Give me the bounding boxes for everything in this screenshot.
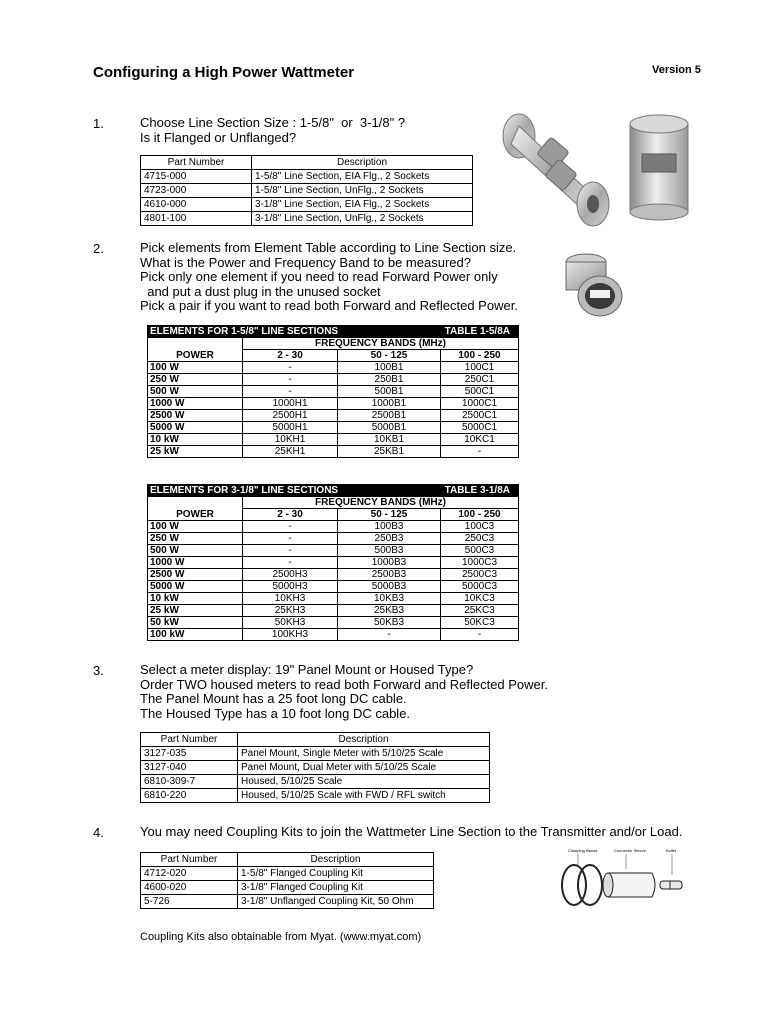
- power-cell: 10 kW: [148, 434, 243, 446]
- frequency-bands-header: FREQUENCY BANDS (MHz): [243, 497, 519, 509]
- element-cell: 500B3: [338, 545, 441, 557]
- table-row: [148, 617, 519, 629]
- element-cell: -: [243, 374, 338, 386]
- table-title-row: [148, 326, 519, 338]
- step-2-line: Pick elements from Element Table according to Line Section size.: [140, 240, 517, 255]
- step-3-number: 3.: [93, 663, 104, 678]
- column-header: Part Number: [141, 156, 252, 170]
- table-row: [141, 775, 490, 789]
- unflanged-line-section-photo: [622, 110, 696, 222]
- coupling-kit-diagram: [556, 843, 690, 917]
- table-row: [141, 789, 490, 803]
- line-section-table: [140, 155, 473, 226]
- coupling-kit-table: [140, 852, 434, 909]
- table-row: [148, 545, 519, 557]
- table-row: [141, 198, 473, 212]
- table-row: [148, 446, 519, 458]
- part-number-cell: 3127-035: [141, 747, 238, 761]
- element-cell: -: [338, 629, 441, 641]
- table-row: [148, 581, 519, 593]
- description-cell: Panel Mount, Dual Meter with 5/10/25 Scale: [238, 761, 490, 775]
- table-row: [148, 521, 519, 533]
- table-row: [148, 410, 519, 422]
- element-cell: 5000C3: [441, 581, 519, 593]
- element-cell: 10KH3: [243, 593, 338, 605]
- description-cell: Panel Mount, Single Meter with 5/10/25 Scale: [238, 747, 490, 761]
- element-cell: 25KC3: [441, 605, 519, 617]
- description-cell: 3-1/8" Unflanged Coupling Kit, 50 Ohm: [238, 895, 434, 909]
- part-number-cell: 4801-100: [141, 212, 252, 226]
- column-header: 2 - 30: [243, 509, 338, 521]
- step-1-number: 1.: [93, 116, 104, 131]
- table-title: ELEMENTS FOR 3-1/8" LINE SECTIONS: [148, 485, 441, 497]
- step-4-line: You may need Coupling Kits to join the Wattmeter Line Section to the Transmitter and/or Load.: [140, 824, 683, 839]
- step-2-line: and put a dust plug in the unused socket: [140, 283, 381, 299]
- table-row: [148, 533, 519, 545]
- table-row: [141, 867, 434, 881]
- table-row: [148, 557, 519, 569]
- version-label: Version 5: [652, 64, 701, 76]
- column-header: 50 - 125: [338, 350, 441, 362]
- column-header: Part Number: [141, 853, 238, 867]
- column-header: Description: [252, 156, 473, 170]
- part-number-cell: 4600-020: [141, 881, 238, 895]
- description-cell: 3-1/8" Flanged Coupling Kit: [238, 881, 434, 895]
- part-number-cell: 6810-309-7: [141, 775, 238, 789]
- power-cell: 500 W: [148, 545, 243, 557]
- element-cell: -: [441, 446, 519, 458]
- table-name: TABLE 1-5/8A: [441, 326, 519, 338]
- power-cell: 100 W: [148, 362, 243, 374]
- page-title: Configuring a High Power Wattmeter: [93, 64, 355, 81]
- part-number-cell: 3127-040: [141, 761, 238, 775]
- part-number-cell: 6810-220: [141, 789, 238, 803]
- table-header-row: [141, 733, 490, 747]
- step-3-line: Select a meter display: 19" Panel Mount or Housed Type?: [140, 662, 474, 677]
- step-3-line: Order TWO housed meters to read both Forward and Reflected Power.: [140, 676, 549, 692]
- diagram-label: Connector Sleeve: [614, 848, 646, 853]
- element-cell: 500C1: [441, 386, 519, 398]
- step-3-text: [140, 663, 548, 721]
- element-cell: 10KH1: [243, 434, 338, 446]
- table-row: [141, 184, 473, 198]
- element-cell: 1000C1: [441, 398, 519, 410]
- element-cell: 1000B1: [338, 398, 441, 410]
- power-cell: 2500 W: [148, 569, 243, 581]
- part-number-cell: 4723-000: [141, 184, 252, 198]
- element-cell: 100B1: [338, 362, 441, 374]
- table-row: [148, 422, 519, 434]
- step-3-line: The Housed Type has a 10 foot long DC cable.: [140, 705, 411, 721]
- table-title-row: [148, 485, 519, 497]
- diagram-label: Bullet: [666, 848, 677, 853]
- element-cell: -: [441, 629, 519, 641]
- table-title: ELEMENTS FOR 1-5/8" LINE SECTIONS: [148, 326, 441, 338]
- description-cell: 3-1/8" Line Section, UnFlg., 2 Sockets: [252, 212, 473, 226]
- part-number-cell: 4715-000: [141, 170, 252, 184]
- description-cell: Housed, 5/10/25 Scale with FWD / RFL switch: [238, 789, 490, 803]
- element-cell: -: [243, 521, 338, 533]
- step-2-line: Pick only one element if you need to read Forward Power only: [140, 269, 498, 284]
- element-cell: 250C1: [441, 374, 519, 386]
- table-row: [141, 170, 473, 184]
- step-2-text: [140, 241, 518, 314]
- description-cell: 1-5/8" Flanged Coupling Kit: [238, 867, 434, 881]
- column-header: Description: [238, 853, 434, 867]
- table-row: [148, 629, 519, 641]
- element-cell: 2500H3: [243, 569, 338, 581]
- table-row: [141, 761, 490, 775]
- meter-display-table: [140, 732, 490, 803]
- step-2-line: What is the Power and Frequency Band to be measured?: [140, 254, 471, 270]
- table-name: TABLE 3-1/8A: [441, 485, 519, 497]
- description-cell: Housed, 5/10/25 Scale: [238, 775, 490, 789]
- power-cell: 5000 W: [148, 581, 243, 593]
- element-cell: 100B3: [338, 521, 441, 533]
- step-1-line: Choose Line Section Size : 1-5/8" or 3-1/8" ?: [140, 115, 406, 130]
- power-cell: 1000 W: [148, 557, 243, 569]
- element-cell: 500B1: [338, 386, 441, 398]
- element-cell: 2500C1: [441, 410, 519, 422]
- column-header: Description: [238, 733, 490, 747]
- element-cell: -: [243, 386, 338, 398]
- band-header-row: [148, 338, 519, 350]
- element-cell: 10KB3: [338, 593, 441, 605]
- table-row: [148, 434, 519, 446]
- column-header-row: [148, 350, 519, 362]
- table-row: [148, 362, 519, 374]
- element-cell: -: [243, 533, 338, 545]
- element-cell: 25KH1: [243, 446, 338, 458]
- element-cell: 2500B1: [338, 410, 441, 422]
- power-cell: 250 W: [148, 374, 243, 386]
- element-cell: 250B1: [338, 374, 441, 386]
- power-cell: 2500 W: [148, 410, 243, 422]
- power-cell: 5000 W: [148, 422, 243, 434]
- power-cell: 50 kW: [148, 617, 243, 629]
- diagram-label: Clamping Bands: [568, 848, 598, 853]
- column-header: 100 - 250: [441, 509, 519, 521]
- table-row: [148, 386, 519, 398]
- element-table-3-1-8: [147, 484, 519, 641]
- flanged-line-section-photo: [497, 112, 617, 230]
- element-cell: 5000H1: [243, 422, 338, 434]
- table-row: [141, 881, 434, 895]
- element-cell: 25KH3: [243, 605, 338, 617]
- element-cell: 5000B3: [338, 581, 441, 593]
- element-cell: 25KB3: [338, 605, 441, 617]
- step-4-number: 4.: [93, 825, 104, 840]
- table-row: [141, 212, 473, 226]
- step-3-line: The Panel Mount has a 25 foot long DC cable.: [140, 691, 407, 706]
- step-2-line: Pick a pair if you want to read both Forward and Reflected Power.: [140, 298, 518, 313]
- column-header: Part Number: [141, 733, 238, 747]
- element-table-1-5-8: [147, 325, 519, 458]
- element-cell: 2500H1: [243, 410, 338, 422]
- element-cell: 50KB3: [338, 617, 441, 629]
- part-number-cell: 4610-000: [141, 198, 252, 212]
- power-cell: 250 W: [148, 533, 243, 545]
- power-cell: 25 kW: [148, 446, 243, 458]
- element-cell: 5000H3: [243, 581, 338, 593]
- element-cell: 2500C3: [441, 569, 519, 581]
- element-cell: -: [243, 362, 338, 374]
- element-cell: 1000C3: [441, 557, 519, 569]
- power-cell: 500 W: [148, 386, 243, 398]
- table-row: [148, 605, 519, 617]
- step-1-line: Is it Flanged or Unflanged?: [140, 129, 297, 145]
- column-header: POWER: [148, 350, 243, 362]
- element-cell: 250B3: [338, 533, 441, 545]
- element-cell: 5000B1: [338, 422, 441, 434]
- element-cell: 100KH3: [243, 629, 338, 641]
- description-cell: 1-5/8" Line Section, UnFlg., 2 Sockets: [252, 184, 473, 198]
- power-cell: 1000 W: [148, 398, 243, 410]
- element-cell: 25KB1: [338, 446, 441, 458]
- element-cell: 10KB1: [338, 434, 441, 446]
- column-header: 2 - 30: [243, 350, 338, 362]
- element-photo: [560, 250, 624, 320]
- element-cell: 5000C1: [441, 422, 519, 434]
- element-cell: 1000B3: [338, 557, 441, 569]
- table-row: [141, 895, 434, 909]
- element-cell: 100C1: [441, 362, 519, 374]
- table-row: [148, 398, 519, 410]
- element-cell: 100C3: [441, 521, 519, 533]
- power-cell: 100 kW: [148, 629, 243, 641]
- element-cell: 50KH3: [243, 617, 338, 629]
- description-cell: 3-1/8" Line Section, EIA Flg., 2 Sockets: [252, 198, 473, 212]
- element-cell: 250C3: [441, 533, 519, 545]
- column-header-row: [148, 509, 519, 521]
- step-2-number: 2.: [93, 241, 104, 256]
- band-header-row: [148, 497, 519, 509]
- table-header-row: [141, 853, 434, 867]
- step-1-text: [140, 116, 405, 145]
- part-number-cell: 4712-020: [141, 867, 238, 881]
- column-header: POWER: [148, 509, 243, 521]
- table-row: [148, 593, 519, 605]
- element-cell: 1000H1: [243, 398, 338, 410]
- power-cell: 10 kW: [148, 593, 243, 605]
- step-4-text: [140, 825, 682, 840]
- power-cell: 100 W: [148, 521, 243, 533]
- element-cell: 10KC3: [441, 593, 519, 605]
- table-row: [148, 374, 519, 386]
- power-cell: 25 kW: [148, 605, 243, 617]
- table-row: [148, 569, 519, 581]
- table-header-row: [141, 156, 473, 170]
- column-header: 100 - 250: [441, 350, 519, 362]
- element-cell: 2500B3: [338, 569, 441, 581]
- element-cell: -: [243, 557, 338, 569]
- element-cell: 500C3: [441, 545, 519, 557]
- element-cell: 50KC3: [441, 617, 519, 629]
- element-cell: 10KC1: [441, 434, 519, 446]
- description-cell: 1-5/8" Line Section, EIA Flg., 2 Sockets: [252, 170, 473, 184]
- frequency-bands-header: FREQUENCY BANDS (MHz): [243, 338, 519, 350]
- column-header: 50 - 125: [338, 509, 441, 521]
- element-cell: -: [243, 545, 338, 557]
- part-number-cell: 5-726: [141, 895, 238, 909]
- table-row: [141, 747, 490, 761]
- footer-note: Coupling Kits also obtainable from Myat. (www.myat.com): [140, 931, 422, 943]
